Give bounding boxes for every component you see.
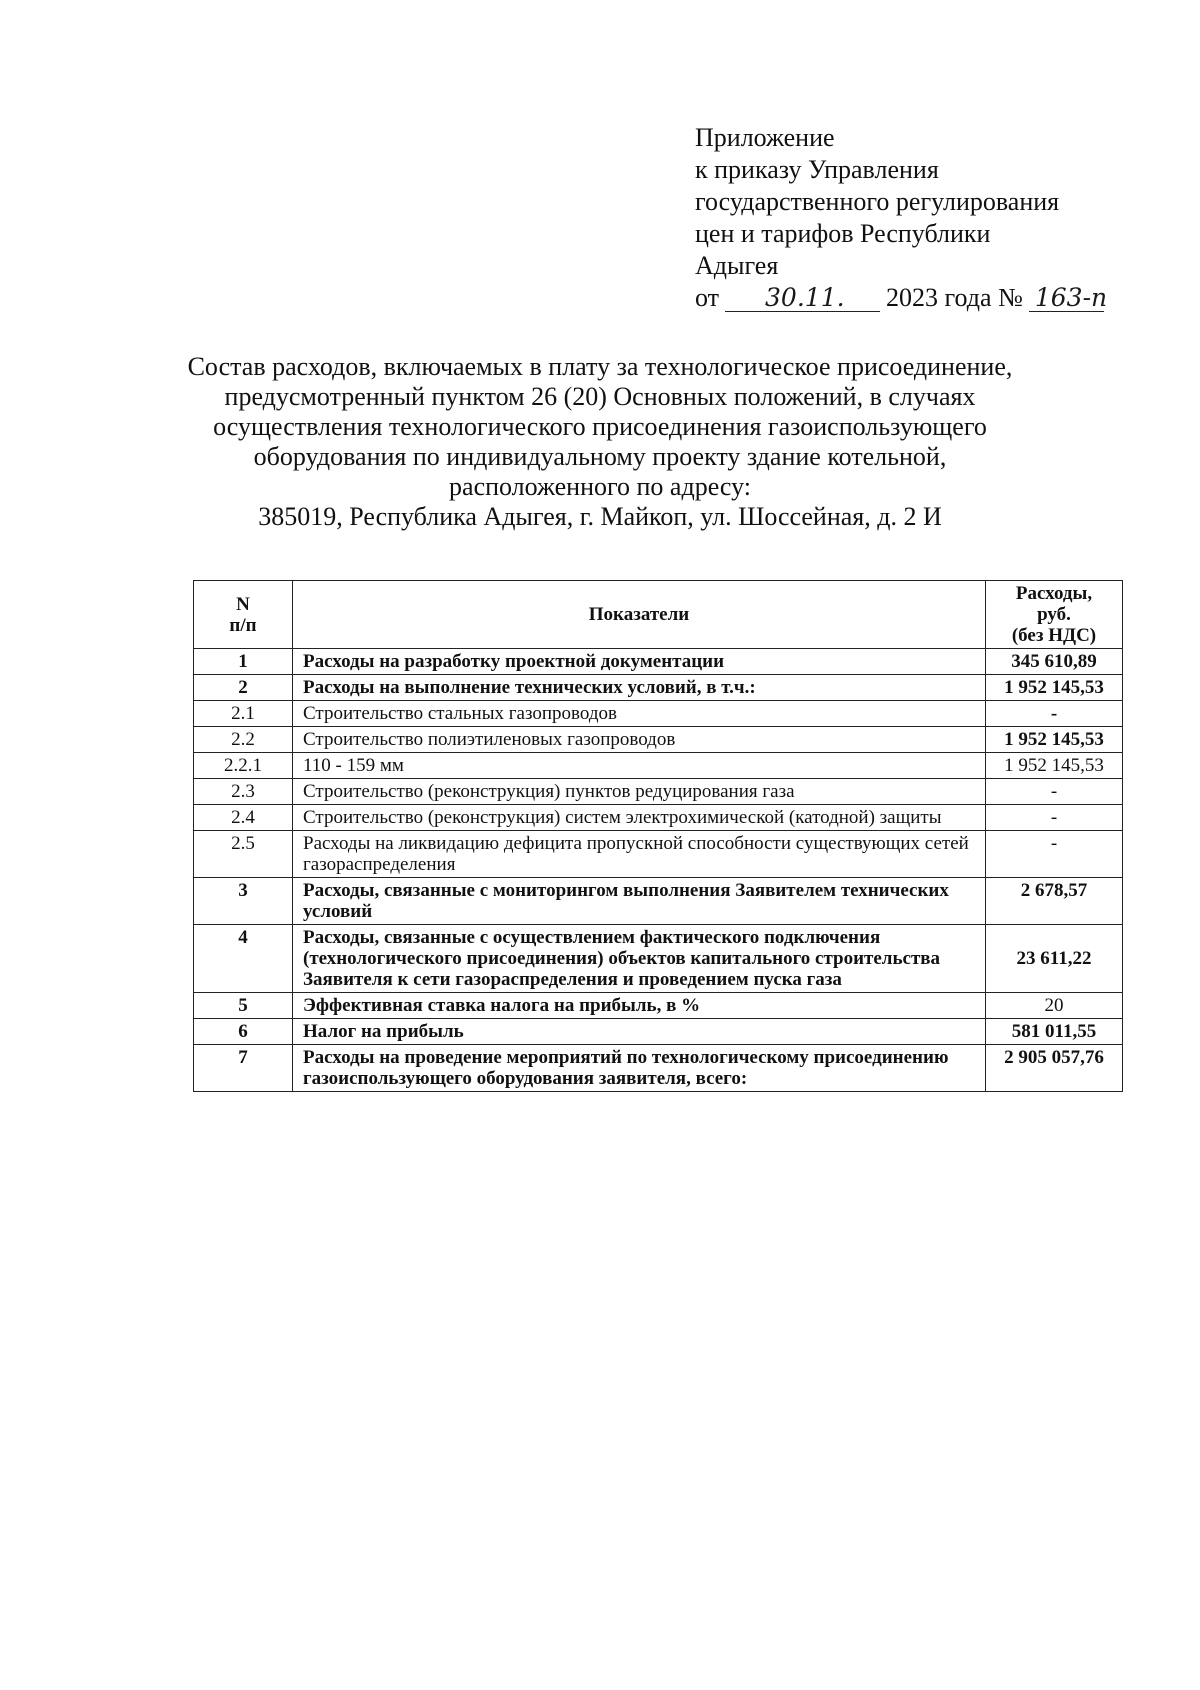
header-number [194, 581, 293, 649]
title-line-6: 385019, Республика Адыгея, г. Майкоп, ул. Шоссейная, д. 2 И [258, 502, 942, 531]
table-row [194, 753, 1123, 779]
annex-line-2: к приказу Управления [695, 155, 939, 184]
row-number: 2.4 [194, 805, 293, 831]
table-row [194, 1019, 1123, 1045]
date-prefix: от [695, 283, 720, 312]
row-number: 5 [194, 993, 293, 1019]
row-number: 4 [194, 925, 293, 993]
table-header-row [194, 581, 1123, 649]
costs-table [193, 580, 1123, 1092]
table-row [194, 649, 1123, 675]
annex-line-1: Приложение [695, 123, 835, 152]
row-cost-value: 1 952 145,53 [986, 727, 1123, 753]
row-number: 2.3 [194, 779, 293, 805]
handwritten-order-number: 163-п [1029, 285, 1104, 312]
table-row [194, 805, 1123, 831]
table-row [194, 925, 1123, 993]
row-cost-value: - [986, 779, 1123, 805]
row-cost-value: - [986, 701, 1123, 727]
row-number: 6 [194, 1019, 293, 1045]
table-row [194, 1045, 1123, 1092]
annex-line-3: государственного регулирования [695, 187, 1060, 216]
row-number: 2.2 [194, 727, 293, 753]
row-indicator: Строительство полиэтиленовых газопроводов [293, 727, 986, 753]
title-line-5: расположенного по адресу: [449, 472, 751, 501]
header-number-line-1: N [236, 593, 250, 615]
title-line-2: предусмотренный пунктом 26 (20) Основных положений, в случаях [224, 382, 976, 411]
row-number: 3 [194, 878, 293, 925]
row-cost-value: - [986, 805, 1123, 831]
row-indicator: Расходы, связанные с мониторингом выполнения Заявителем технических условий [293, 878, 986, 925]
row-number: 1 [194, 649, 293, 675]
row-cost-value: 345 610,89 [986, 649, 1123, 675]
header-cost-line-1: Расходы, [1015, 583, 1093, 604]
header-number-line-2: п/п [229, 614, 257, 636]
row-number: 2.5 [194, 831, 293, 878]
row-cost-value: - [986, 831, 1123, 878]
row-indicator: Расходы на выполнение технических условий, в т.ч.: [293, 675, 986, 701]
annex-line-4: цен и тарифов Республики [695, 219, 991, 248]
annex-block [695, 122, 1165, 314]
header-cost-line-3: (без НДС) [1011, 625, 1097, 646]
row-indicator: Строительство (реконструкция) пунктов редуцирования газа [293, 779, 986, 805]
row-indicator: 110 - 159 мм [293, 753, 986, 779]
header-indicator: Показатели [293, 581, 986, 649]
table-row [194, 831, 1123, 878]
row-cost-value: 581 011,55 [986, 1019, 1123, 1045]
document-title [150, 352, 1050, 532]
title-line-3: осуществления технологического присоединения газоиспользующего [213, 412, 987, 441]
row-indicator: Строительство (реконструкция) систем электрохимической (катодной) защиты [293, 805, 986, 831]
row-cost-value: 1 952 145,53 [986, 753, 1123, 779]
table-row [194, 701, 1123, 727]
row-number: 2.2.1 [194, 753, 293, 779]
table-row [194, 993, 1123, 1019]
row-cost-value: 1 952 145,53 [986, 675, 1123, 701]
row-indicator: Строительство стальных газопроводов [293, 701, 986, 727]
row-cost-value: 2 905 057,76 [986, 1045, 1123, 1092]
row-cost-value: 20 [986, 993, 1123, 1019]
table-row [194, 727, 1123, 753]
row-indicator: Расходы на ликвидацию дефицита пропускной способности существующих сетей газораспределения [293, 831, 986, 878]
table-row [194, 779, 1123, 805]
row-number: 2 [194, 675, 293, 701]
header-cost [986, 581, 1123, 649]
year-text: 2023 года № [886, 283, 1023, 312]
header-cost-line-2: руб. [1037, 604, 1071, 625]
row-number: 7 [194, 1045, 293, 1092]
row-cost-value: 23 611,22 [986, 925, 1123, 993]
row-indicator: Эффективная ставка налога на прибыль, в % [293, 993, 986, 1019]
title-line-1: Состав расходов, включаемых в плату за технологическое присоединение, [187, 352, 1013, 381]
table-row [194, 675, 1123, 701]
table-row [194, 878, 1123, 925]
table-body [194, 649, 1123, 1092]
row-cost-value: 2 678,57 [986, 878, 1123, 925]
row-indicator: Расходы на разработку проектной документации [293, 649, 986, 675]
title-line-4: оборудования по индивидуальному проекту здание котельной, [253, 442, 947, 471]
row-number: 2.1 [194, 701, 293, 727]
annex-line-5: Адыгея [695, 251, 779, 280]
order-date-line [695, 282, 1165, 314]
handwritten-date: 30.11. [725, 285, 880, 312]
row-indicator: Расходы на проведение мероприятий по технологическому присоединению газоиспользующего оборудования заявителя, всего: [293, 1045, 986, 1092]
row-indicator: Налог на прибыль [293, 1019, 986, 1045]
row-indicator: Расходы, связанные с осуществлением фактического подключения (технологического присоединения) объектов капитального строительства Заявителя к сети газораспределения и проведением пуска газа [293, 925, 986, 993]
